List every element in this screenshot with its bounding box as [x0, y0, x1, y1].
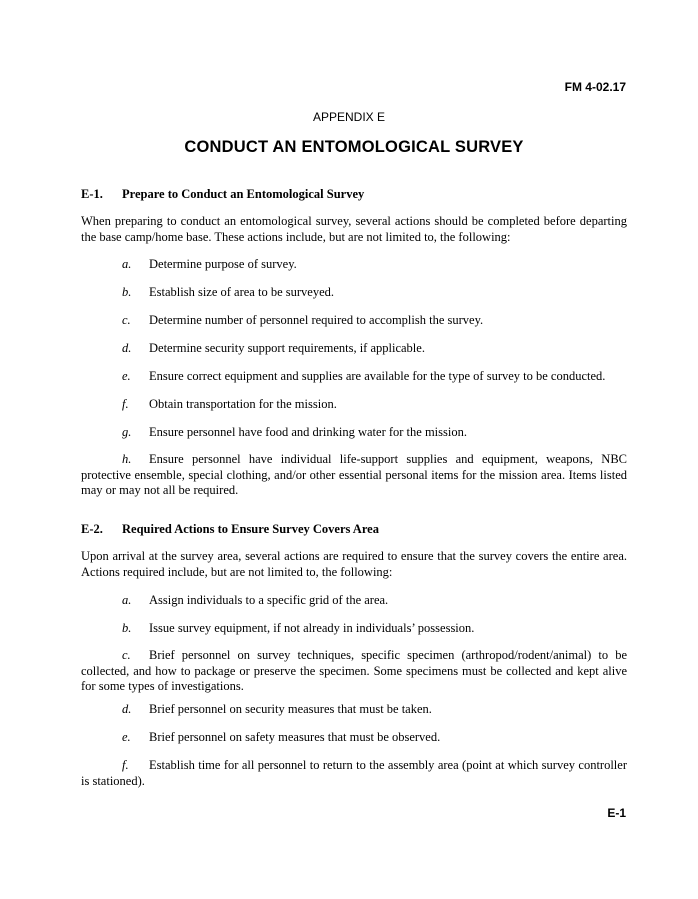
list-item — [122, 621, 627, 637]
list-item-letter: f. — [122, 758, 129, 772]
list-item — [122, 397, 627, 413]
list-item-letter: b. — [122, 621, 132, 635]
list-item-letter: c. — [122, 313, 131, 327]
list-item — [81, 758, 627, 789]
list-item — [122, 341, 627, 357]
list-item-text: Brief personnel on survey techniques, specific specimen (arthropod/rodent/animal) to be collected, and how to package or preserve the specimen. Some specimens must be collected and kept alive for some types of investigations. — [81, 648, 627, 693]
page-number: E-1 — [607, 806, 626, 820]
list-item-letter: c. — [122, 648, 131, 662]
list-item-text: Ensure correct equipment and supplies are available for the type of survey to be conducted. — [149, 369, 606, 383]
list-item-letter: e. — [122, 730, 131, 744]
section-heading-e2 — [81, 522, 379, 537]
list-item-letter: b. — [122, 285, 132, 299]
list-item-text: Brief personnel on safety measures that must be observed. — [149, 730, 441, 744]
list-item — [122, 730, 627, 746]
list-item-letter: a. — [122, 257, 132, 271]
list-item — [122, 369, 627, 385]
list-item-text: Ensure personnel have food and drinking water for the mission. — [149, 425, 467, 439]
section-heading-e1 — [81, 187, 364, 202]
section-number: E-1. — [81, 187, 103, 201]
list-item — [122, 313, 627, 329]
list-item-text: Determine security support requirements, if applicable. — [149, 341, 425, 355]
list-item — [81, 648, 627, 695]
list-item — [81, 452, 627, 499]
list-item-text: Assign individuals to a specific grid of the area. — [149, 593, 389, 607]
list-item — [122, 593, 627, 609]
section-intro-paragraph: When preparing to conduct an entomological survey, several actions should be completed before departing the base camp/home base. These actions include, but are not limited to, the following: — [81, 214, 627, 244]
appendix-label: APPENDIX E — [312, 110, 386, 124]
list-item-text: Issue survey equipment, if not already in individuals’ possession. — [149, 621, 475, 635]
list-item-text: Brief personnel on security measures that must be taken. — [149, 702, 432, 716]
list-item-letter: g. — [122, 425, 132, 439]
list-item-text: Establish time for all personnel to return to the assembly area (point at which survey controller is stationed). — [81, 758, 627, 788]
list-item-letter: h. — [122, 452, 132, 466]
list-item — [122, 285, 627, 301]
list-item-letter: f. — [122, 397, 129, 411]
list-item-text: Determine number of personnel required to accomplish the survey. — [149, 313, 484, 327]
list-item — [122, 257, 627, 273]
section-title: Required Actions to Ensure Survey Covers Area — [122, 522, 379, 536]
list-item-text: Ensure personnel have individual life-support supplies and equipment, weapons, NBC protective ensemble, special clothing, and/or other essential personal items for the mission area. Items listed may or may not all be required. — [81, 452, 627, 497]
list-item-letter: a. — [122, 593, 132, 607]
manual-code: FM 4-02.17 — [564, 80, 626, 94]
section-intro-paragraph: Upon arrival at the survey area, several actions are required to ensure that the survey covers the entire area. Actions required include, but are not limited to, the following: — [81, 549, 627, 579]
list-item-text: Determine purpose of survey. — [149, 257, 297, 271]
section-title: Prepare to Conduct an Entomological Survey — [122, 187, 365, 201]
list-item — [122, 702, 627, 718]
list-item-text: Obtain transportation for the mission. — [149, 397, 337, 411]
list-item-letter: e. — [122, 369, 131, 383]
list-item-text: Establish size of area to be surveyed. — [149, 285, 335, 299]
section-number: E-2. — [81, 522, 103, 536]
list-item-letter: d. — [122, 341, 132, 355]
list-item-letter: d. — [122, 702, 132, 716]
list-item — [122, 425, 627, 441]
page-title: CONDUCT AN ENTOMOLOGICAL SURVEY — [184, 138, 524, 156]
